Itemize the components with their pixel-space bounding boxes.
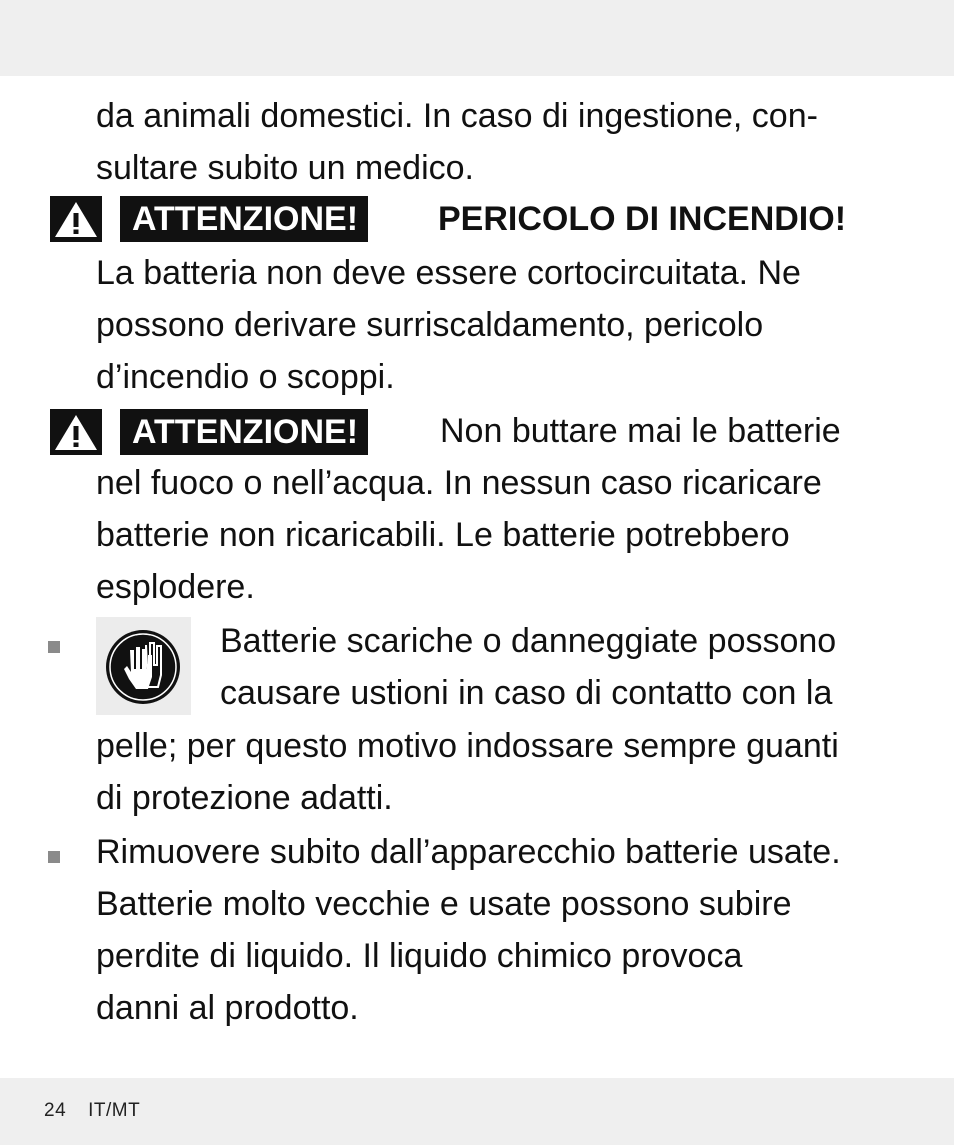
- text-line: pelle; per questo motivo indossare sempre guanti: [96, 727, 839, 765]
- text-line: nel fuoco o nell’acqua. In nessun caso ricaricare: [96, 464, 822, 502]
- page-number: 24: [44, 1100, 67, 1121]
- language-code: IT/MT: [88, 1100, 141, 1121]
- text-line: Non buttare mai le batterie: [440, 412, 841, 450]
- gloves-icon-frame: [96, 617, 191, 715]
- text-line: La batteria non deve essere cortocircuitata. Ne: [96, 254, 801, 292]
- text-line: d’incendio o scoppi.: [96, 358, 395, 396]
- header-band: [0, 0, 954, 76]
- text-line: Rimuovere subito dall’apparecchio batterie usate.: [96, 833, 841, 871]
- warning-triangle-icon: [50, 409, 102, 455]
- text-line: da animali domestici. In caso di ingestione, con-: [96, 97, 818, 135]
- bullet-marker: [48, 851, 60, 863]
- text-line: causare ustioni in caso di contatto con la: [220, 674, 833, 712]
- bullet-marker: [48, 641, 60, 653]
- text-line: perdite di liquido. Il liquido chimico provoca: [96, 937, 743, 975]
- warning-triangle-icon: [50, 196, 102, 242]
- text-line: di protezione adatti.: [96, 779, 393, 817]
- text-line: esplodere.: [96, 568, 255, 606]
- text-line: Batterie scariche o danneggiate possono: [220, 622, 837, 660]
- protective-gloves-icon: [96, 617, 191, 715]
- fire-danger-heading: PERICOLO DI INCENDIO!: [438, 200, 847, 238]
- text-line: possono derivare surriscaldamento, pericolo: [96, 306, 764, 344]
- text-line: danni al prodotto.: [96, 989, 359, 1027]
- attention-badge: ATTENZIONE!: [120, 196, 368, 242]
- text-line: sultare subito un medico.: [96, 149, 474, 187]
- text-line: batterie non ricaricabili. Le batterie potrebbero: [96, 516, 790, 554]
- page-footer: [44, 1100, 162, 1122]
- attention-badge: ATTENZIONE!: [120, 409, 368, 455]
- text-line: Batterie molto vecchie e usate possono subire: [96, 885, 792, 923]
